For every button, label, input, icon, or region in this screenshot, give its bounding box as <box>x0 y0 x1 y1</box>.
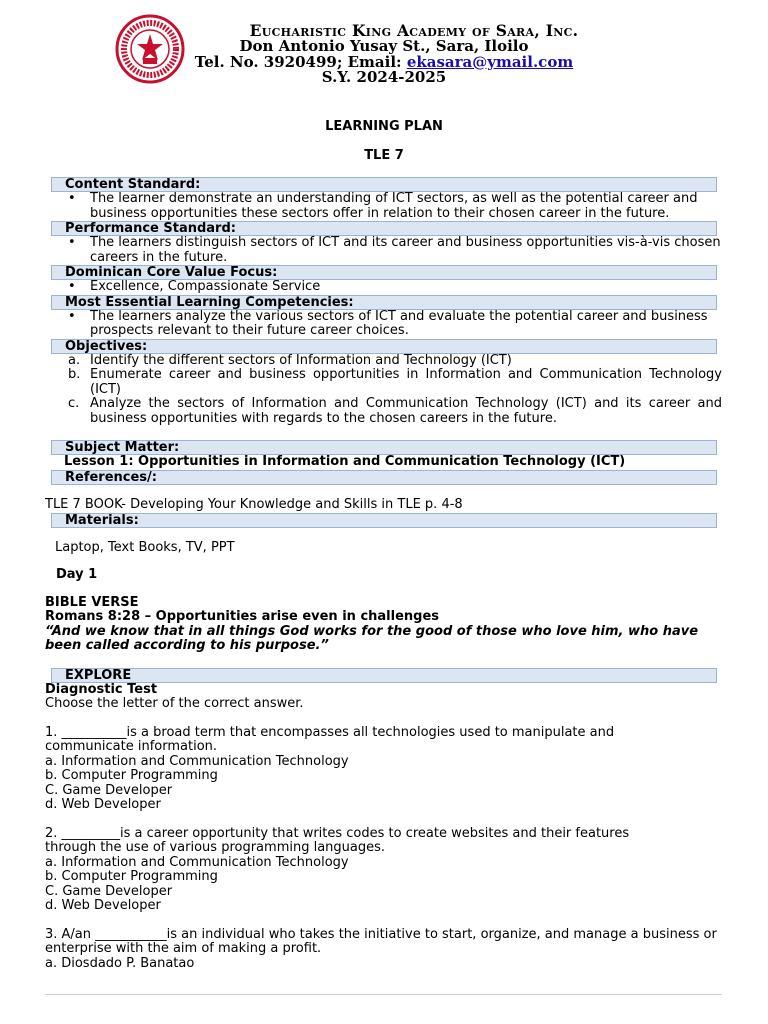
materials-header: Materials: <box>51 513 717 528</box>
answer-choice: b. Computer Programming <box>45 768 218 783</box>
school-year: S.Y. 2024-2025 <box>321 68 447 86</box>
test-instruction: Choose the letter of the correct answer. <box>45 696 304 711</box>
tel-label: Tel. No. 3920499; Email: <box>194 52 407 71</box>
performance-standard-list <box>45 236 722 265</box>
content-standard-item: • The learner demonstrate an understanding of ICT sectors, as well as the potential career and business opportunities these sectors offer in relation to their chosen career in the future. <box>90 192 722 221</box>
objective-item: b. Enumerate career and business opportunities in Information and Communication Technology (ICT) <box>68 367 722 397</box>
competencies-item: • The learners analyze the various sectors of ICT and evaluate the potential career and business prospects relevant to their future career choices. <box>90 310 722 339</box>
performance-standard-item: • The learners distinguish sectors of ICT and its career and business opportunities vis-à-vis chosen careers in the future. <box>90 236 722 265</box>
question-stem: 3. A/an ___________is an individual who takes the initiative to start, organize, and manage a business or enterprise with the aim of making a profit. <box>45 926 717 956</box>
question-3 <box>45 928 722 972</box>
answer-choice: a. Information and Communication Technology <box>45 753 349 769</box>
answer-choice: b. Computer Programming <box>45 869 218 884</box>
content-standard-list <box>45 192 722 221</box>
question-stem: 2. _________is a career opportunity that writes codes to create websites and their features through the use of various programming languages. <box>45 825 630 855</box>
core-value-list <box>45 280 722 295</box>
answer-choice: a. Diosdado P. Banatao <box>45 955 195 971</box>
answer-choice: a. Information and Communication Technology <box>45 854 349 870</box>
bible-heading: BIBLE VERSE <box>45 594 139 610</box>
school-address: Don Antonio Yusay St., Sara, Iloilo <box>239 37 529 55</box>
competencies-header: Most Essential Learning Competencies: <box>51 295 717 310</box>
question-2 <box>45 827 722 914</box>
content-standard-header: Content Standard: <box>51 177 717 192</box>
day-label: Day 1 <box>56 567 98 582</box>
answer-choice: C. Game Developer <box>45 782 173 798</box>
core-value-header: Dominican Core Value Focus: <box>51 265 717 280</box>
document-subtitle: TLE 7 <box>364 148 404 163</box>
question-1 <box>45 726 722 813</box>
answer-choice: C. Game Developer <box>45 883 173 899</box>
references-header: References/: <box>51 470 717 485</box>
objective-item: a. Identify the different sectors of Information and Technology (ICT) <box>68 352 512 368</box>
document-header <box>0 22 768 86</box>
competencies-list <box>45 310 722 339</box>
school-name: Eucharistic King Academy of Sara, Inc. <box>249 21 579 40</box>
core-value-item: • Excellence, Compassionate Service <box>90 280 722 295</box>
answer-choice: d. Web Developer <box>45 797 161 812</box>
page-divider <box>45 994 722 995</box>
explore-header: EXPLORE <box>51 668 717 683</box>
materials-text: Laptop, Text Books, TV, PPT <box>55 539 235 555</box>
references-text: TLE 7 BOOK- Developing Your Knowledge and Skills in TLE p. 4-8 <box>45 497 463 512</box>
email-link[interactable]: ekasara@ymail.com <box>406 52 574 71</box>
objectives-header: Objectives: <box>51 339 717 354</box>
learning-plan-body <box>45 177 722 971</box>
document-title: LEARNING PLAN <box>325 119 443 134</box>
answer-choice: d. Web Developer <box>45 898 161 913</box>
objective-item: c. Analyze the sectors of Information and Communication Technology (ICT) and its career and business opportunities with regards to the chosen careers in the future. <box>68 396 722 426</box>
performance-standard-header: Performance Standard: <box>51 221 717 236</box>
bible-reference: Romans 8:28 – Opportunities arise even in challenges <box>45 609 440 624</box>
subject-matter-header: Subject Matter: <box>51 440 717 455</box>
question-stem: 1. __________is a broad term that encompasses all technologies used to manipulate and communicate information. <box>45 724 615 754</box>
diagnostic-test-title: Diagnostic Test <box>45 681 158 697</box>
objectives-list <box>45 354 722 427</box>
bible-verse: “And we know that in all things God works for the good of those who love him, who have been called according to his purpose.” <box>45 623 699 653</box>
lesson-title: Lesson 1: Opportunities in Information and Communication Technology (ICT) <box>64 454 626 469</box>
